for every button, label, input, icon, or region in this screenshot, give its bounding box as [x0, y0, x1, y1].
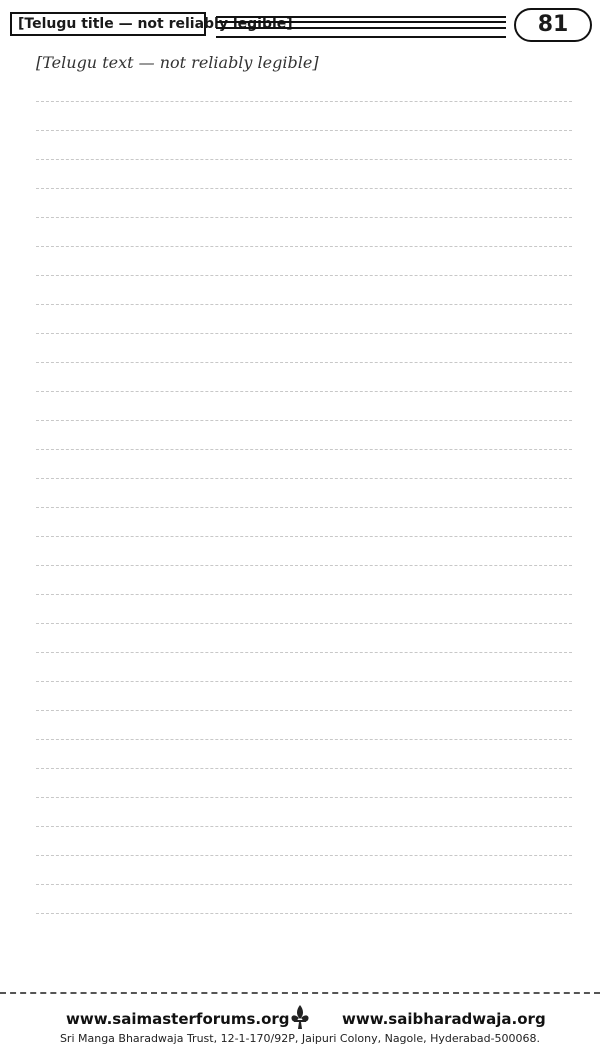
text-line-placeholder [36, 172, 572, 201]
text-line-placeholder [36, 85, 572, 114]
page-number: 81 [514, 8, 592, 42]
text-line-placeholder [36, 491, 572, 520]
text-line-placeholder [36, 752, 572, 781]
saimasterforums-link[interactable]: www.saimasterforums.org [66, 1010, 290, 1028]
text-line-placeholder [36, 868, 572, 897]
text-line-placeholder [36, 317, 572, 346]
footer-divider [0, 992, 600, 994]
text-line-placeholder [36, 404, 572, 433]
fleur-de-lis-icon [289, 1004, 311, 1030]
text-line-placeholder [36, 375, 572, 404]
text-line-placeholder [36, 636, 572, 665]
text-line-placeholder [36, 665, 572, 694]
text-line-placeholder [36, 230, 572, 259]
text-line-placeholder [36, 578, 572, 607]
text-line-placeholder [36, 433, 572, 462]
text-line-placeholder [36, 346, 572, 375]
page-header [6, 6, 596, 46]
text-lines-placeholder [36, 85, 572, 926]
text-line-placeholder [36, 694, 572, 723]
saibharadwaja-link[interactable]: www.saibharadwaja.org [342, 1010, 546, 1028]
text-line-placeholder [36, 462, 572, 491]
text-line-placeholder [36, 201, 572, 230]
header-decorative-rules [216, 16, 506, 38]
text-line-placeholder [36, 549, 572, 578]
text-line-placeholder [36, 288, 572, 317]
book-title: [Telugu title — not reliably legible] [10, 12, 206, 36]
text-line-placeholder [36, 114, 572, 143]
publisher-address: Sri Manga Bharadwaja Trust, 12-1-170/92P, Jaipuri Colony, Nagole, Hyderabad-500068. [59, 1032, 541, 1045]
text-line-placeholder [36, 607, 572, 636]
text-line-placeholder [36, 781, 572, 810]
text-line-placeholder [36, 723, 572, 752]
text-line-placeholder [36, 897, 572, 926]
text-line-placeholder [36, 810, 572, 839]
text-line-placeholder [36, 143, 572, 172]
illegible-text-note: [Telugu text — not reliably legible] [36, 53, 319, 72]
body-text [36, 48, 572, 930]
text-line-placeholder [36, 520, 572, 549]
text-line-placeholder [36, 259, 572, 288]
text-line-placeholder [36, 839, 572, 868]
